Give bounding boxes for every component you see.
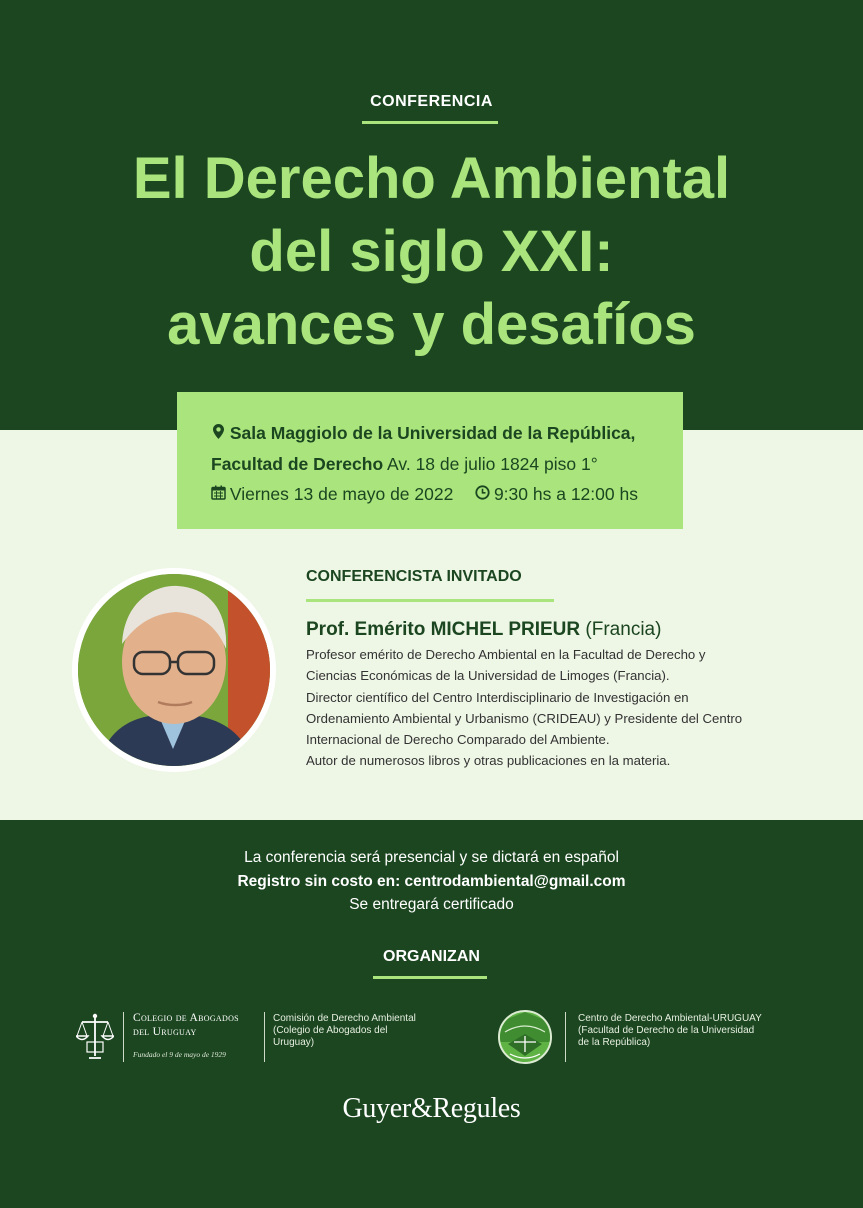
event-date: Viernes 13 de mayo de 2022 bbox=[229, 484, 454, 504]
location-address: Av. 18 de julio 1824 piso 1° bbox=[383, 454, 598, 474]
centro-ambiental-logo bbox=[498, 1010, 552, 1064]
org1-text: Comisión de Derecho Ambiental (Colegio de Abogados del Uruguay) bbox=[273, 1013, 416, 1048]
title-line: El Derecho Ambiental bbox=[132, 146, 731, 211]
title-line: del siglo XXI: bbox=[249, 219, 614, 284]
colegio-logo-text: Colegio de Abogados del Uruguay bbox=[133, 1012, 239, 1038]
details-format: La conferencia será presencial y se dictará en español bbox=[244, 849, 619, 866]
colegio-founded: Fundado el 9 de mayo de 1929 bbox=[133, 1050, 226, 1059]
details-registration: Registro sin costo en: centrodambiental@gmail.com bbox=[237, 872, 626, 890]
title-line: avances y desafíos bbox=[167, 292, 696, 357]
speaker-portrait bbox=[78, 574, 270, 766]
speaker-name bbox=[306, 619, 661, 641]
location-faculty: Facultad de Derecho bbox=[211, 454, 384, 474]
speaker-bio bbox=[306, 644, 826, 772]
bio-line: Director científico del Centro Interdisciplinario de Investigación en bbox=[306, 689, 689, 705]
scales-of-justice-icon bbox=[76, 1012, 114, 1067]
clock-icon bbox=[475, 480, 489, 510]
sponsor-logo: Guyer&Regules bbox=[342, 1093, 521, 1124]
organizers-underline bbox=[373, 976, 487, 979]
speaker-title: Prof. Emérito bbox=[306, 619, 431, 640]
location-venue: Sala Maggiolo de la Universidad de la República, bbox=[229, 423, 636, 443]
kicker-underline bbox=[362, 121, 498, 124]
event-info-box bbox=[177, 392, 683, 529]
bio-line: Profesor emérito de Derecho Ambiental en la Facultad de Derecho y bbox=[306, 647, 706, 662]
divider bbox=[264, 1012, 265, 1062]
bio-line: Ordenamiento Ambiental y Urbanismo (CRIDEAU) y Presidente del Centro bbox=[306, 710, 743, 726]
speaker-label: CONFERENCISTA INVITADO bbox=[306, 568, 522, 585]
kicker: CONFERENCIA bbox=[370, 93, 493, 110]
bio-line: Internacional de Derecho Comparado del Ambiente. bbox=[306, 732, 610, 748]
org2-text: Centro de Derecho Ambiental-URUGUAY (Facultad de Derecho de la Universidad de la República) bbox=[578, 1013, 762, 1048]
speaker-country: (Francia) bbox=[580, 619, 662, 640]
divider bbox=[123, 1012, 124, 1062]
divider bbox=[565, 1012, 566, 1062]
speaker-photo bbox=[72, 568, 276, 772]
bio-line: Autor de numerosos libros y otras publicaciones en la materia. bbox=[306, 753, 671, 769]
bio-line: Ciencias Económicas de la Universidad de Limoges (Francia). bbox=[306, 668, 670, 684]
event-details bbox=[0, 846, 863, 917]
details-certificate: Se entregará certificado bbox=[349, 896, 514, 913]
map-pin-icon bbox=[211, 419, 225, 449]
speaker-fullname: MICHEL PRIEUR bbox=[430, 619, 581, 640]
event-time: 9:30 hs a 12:00 hs bbox=[493, 484, 638, 504]
calendar-icon bbox=[211, 480, 225, 510]
speaker-label-underline bbox=[306, 599, 554, 602]
organizers-label: ORGANIZAN bbox=[383, 948, 480, 965]
page-title bbox=[0, 142, 863, 361]
